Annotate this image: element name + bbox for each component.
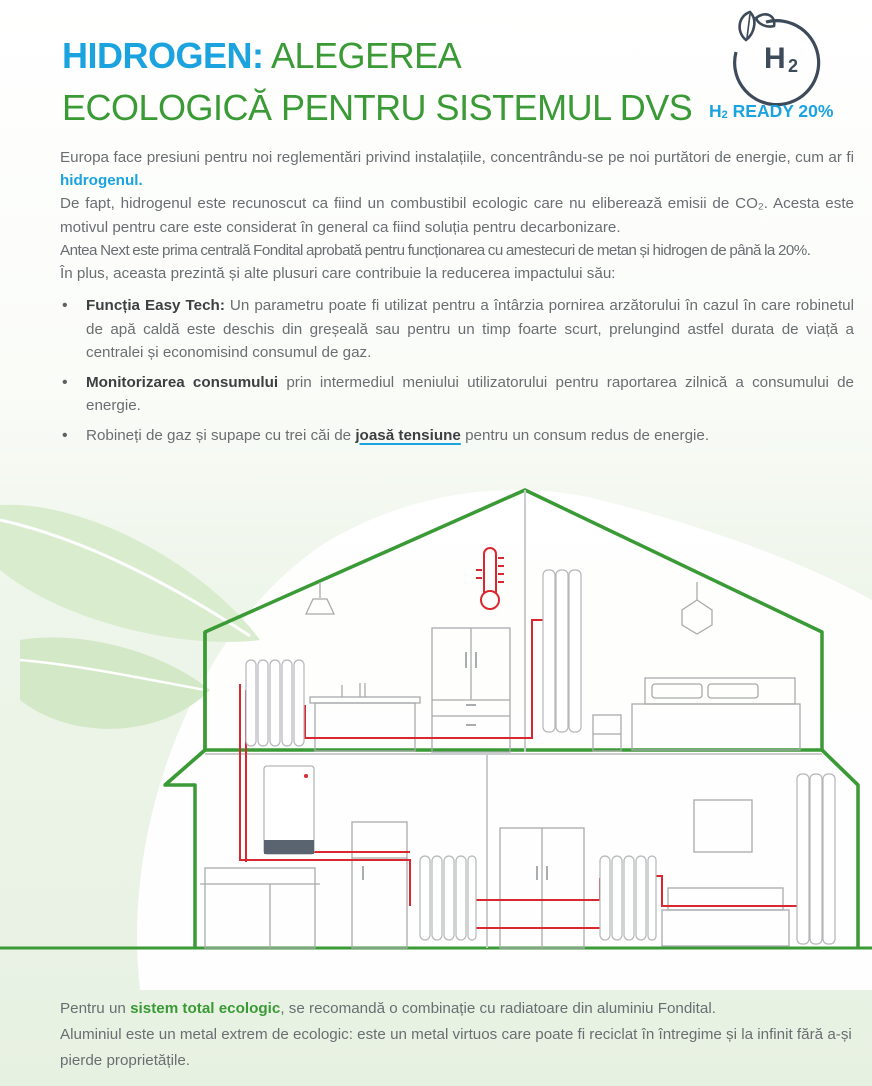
- boiler-icon: [264, 766, 314, 854]
- title-rest: ALEGEREA: [263, 35, 462, 76]
- list-item: • Funcția Easy Tech: Un parametru poate fi utilizat pentru a întârzia pornirea arzătorului în cazul în care robinetul de apă caldă este deschis din greșeală sau pentru un timp foarte scurt, prelungind astfel durata de viață a centralei și economisind consumul de gaz.: [62, 294, 854, 365]
- title-bold: HIDROGEN:: [62, 35, 264, 76]
- page-title: [62, 30, 702, 134]
- hydrogen-highlight: hidrogenul.: [60, 172, 143, 190]
- intro-p2: De fapt, hidrogenul este recunoscut ca fiind un combustibil ecologic care nu eliberează emisii de CO₂. Acesta este motivul pentru care este considerat în general ca fiind soluția pentru decarbonizare.: [60, 195, 854, 236]
- intro-p1: Europa face presiuni pentru noi reglementări privind instalațiile, concentrându-se pe noi purtători de energie, cum ar fi hidrogenul.: [60, 149, 854, 190]
- eco-highlight: sistem total ecologic: [130, 1000, 281, 1017]
- h2-letter: H: [764, 42, 786, 75]
- intro-p4: În plus, aceasta prezintă și alte plusuri care contribuie la reducerea impactului său:: [60, 265, 616, 283]
- intro-p3: Antea Next este prima centrală Fondital aprobată pentru funcționarea cu amestecuri de metan și hidrogen de până la 20%.: [60, 241, 811, 259]
- title-line2: ECOLOGICĂ PENTRU SISTEMUL DVS: [62, 87, 693, 128]
- intro-text: [60, 146, 854, 285]
- list-item: • Robineți de gaz și supape cu trei căi de joasă tensiune pentru un consum redus de energie.: [62, 424, 854, 448]
- h2-ready-label: $H_2$ READY 20%: [709, 101, 834, 121]
- feature-list: [62, 294, 854, 453]
- house-illustration: [0, 470, 872, 990]
- footer-text: [60, 996, 854, 1074]
- list-item: • Monitorizarea consumului prin intermediul meniului utilizatorului pentru raportarea zilnică a consumului de energie.: [62, 371, 854, 418]
- h2-sub: 2: [788, 56, 799, 76]
- footer-p1: Pentru un sistem total ecologic, se recomandă o combinație cu radiatoare din aluminiu Fondital.: [60, 1000, 716, 1017]
- footer-p2: Aluminiul este un metal extrem de ecologic: este un metal virtuos care poate fi reciclat în întregime și la infinit fără a-și pierde proprietățile.: [60, 1026, 852, 1069]
